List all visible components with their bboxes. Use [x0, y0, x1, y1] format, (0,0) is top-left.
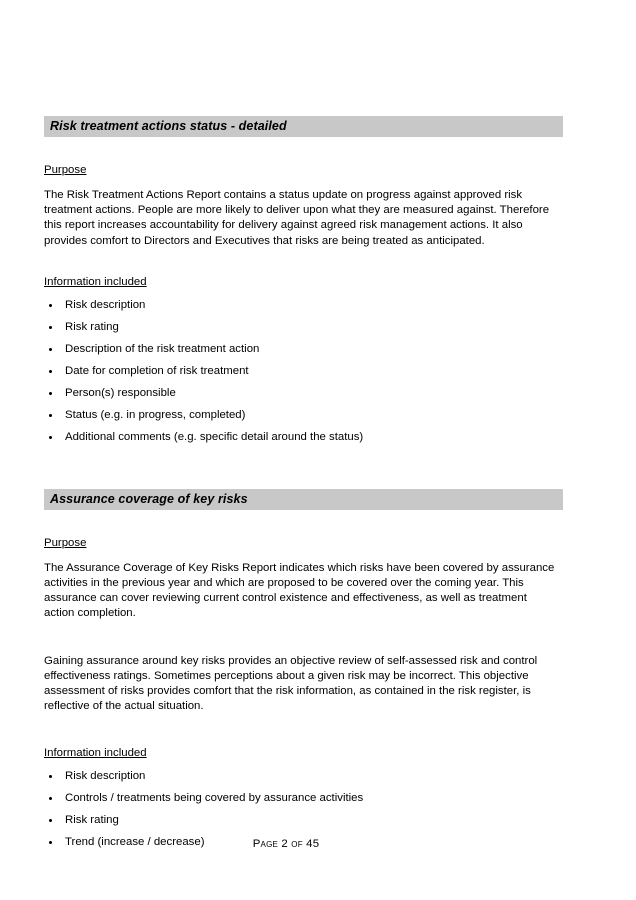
- list-item: [44, 386, 563, 401]
- list-item: [44, 408, 563, 423]
- bullet-dot-icon: [49, 304, 52, 307]
- list-item-label: Description of the risk treatment action: [65, 342, 260, 355]
- page-footer: Page 2 of 45: [252, 838, 320, 850]
- list-item-label: Date for completion of risk treatment: [65, 364, 249, 377]
- bullet-dot-icon: [49, 797, 52, 800]
- section-heading-assurance-coverage: Assurance coverage of key risks: [44, 489, 563, 510]
- list-item: [44, 769, 563, 784]
- bullet-dot-icon: [49, 819, 52, 822]
- list-item: [44, 342, 563, 357]
- list-item-label: Risk description: [65, 298, 146, 311]
- list-item-label: Risk description: [65, 770, 146, 783]
- list-item: [44, 791, 563, 806]
- bullet-dot-icon: [49, 436, 52, 439]
- list-item-label: Risk rating: [65, 320, 119, 333]
- bullet-dot-icon: [49, 348, 52, 351]
- bullet-dot-icon: [49, 326, 52, 329]
- list-item: [44, 320, 563, 335]
- bullet-dot-icon: [49, 392, 52, 395]
- list-item-label: Controls / treatments being covered by assurance activities: [65, 792, 364, 805]
- list-item: [44, 364, 563, 379]
- purpose-paragraph-section-2-first: The Assurance Coverage of Key Risks Report indicates which risks have been covered by assurance activities in the previous year and which are proposed to be covered over the coming year. This assurance can cover reviewing current control existence and effectiveness, as well as treatment action completion.: [44, 561, 555, 620]
- information-included-heading-section-2: Information included: [44, 747, 147, 760]
- bullet-dot-icon: [49, 370, 52, 373]
- list-item-label: Person(s) responsible: [65, 386, 176, 399]
- purpose-heading-section-1: Purpose: [44, 164, 87, 176]
- list-item-label: Status (e.g. in progress, completed): [65, 408, 246, 421]
- list-item-label: Trend (increase / decrease): [65, 836, 205, 849]
- list-item: [44, 430, 563, 445]
- bullet-dot-icon: [49, 775, 52, 778]
- section-heading-risk-treatment-actions: Risk treatment actions status - detailed: [44, 116, 563, 137]
- list-item-label: Risk rating: [65, 814, 119, 827]
- bullet-dot-icon: [49, 414, 52, 417]
- information-included-list-section-1: [44, 298, 563, 445]
- purpose-paragraph-section-1: The Risk Treatment Actions Report contains a status update on progress against approved risk treatment actions. People are more likely to deliver upon what they are measured against. Therefore this report increases accountability for delivery against agreed risk management actions. It also provides comfort to Directors and Executives that risks are being treated as anticipated.: [44, 189, 550, 247]
- document-body: [44, 116, 563, 850]
- purpose-heading-section-2: Purpose: [44, 536, 87, 549]
- list-item-label: Additional comments (e.g. specific detail around the status): [65, 430, 364, 443]
- information-included-heading-section-1: Information included: [44, 275, 147, 288]
- purpose-paragraph-section-2-second: Gaining assurance around key risks provides an objective review of self-assessed risk and control effectiveness ratings. Sometimes perceptions about a given risk may be incorrect. This objective assessment of risks provides comfort that the risk information, as contained in the risk register, is reflective of the actual situation.: [44, 654, 538, 713]
- list-item: [44, 813, 563, 828]
- list-item: [44, 298, 563, 313]
